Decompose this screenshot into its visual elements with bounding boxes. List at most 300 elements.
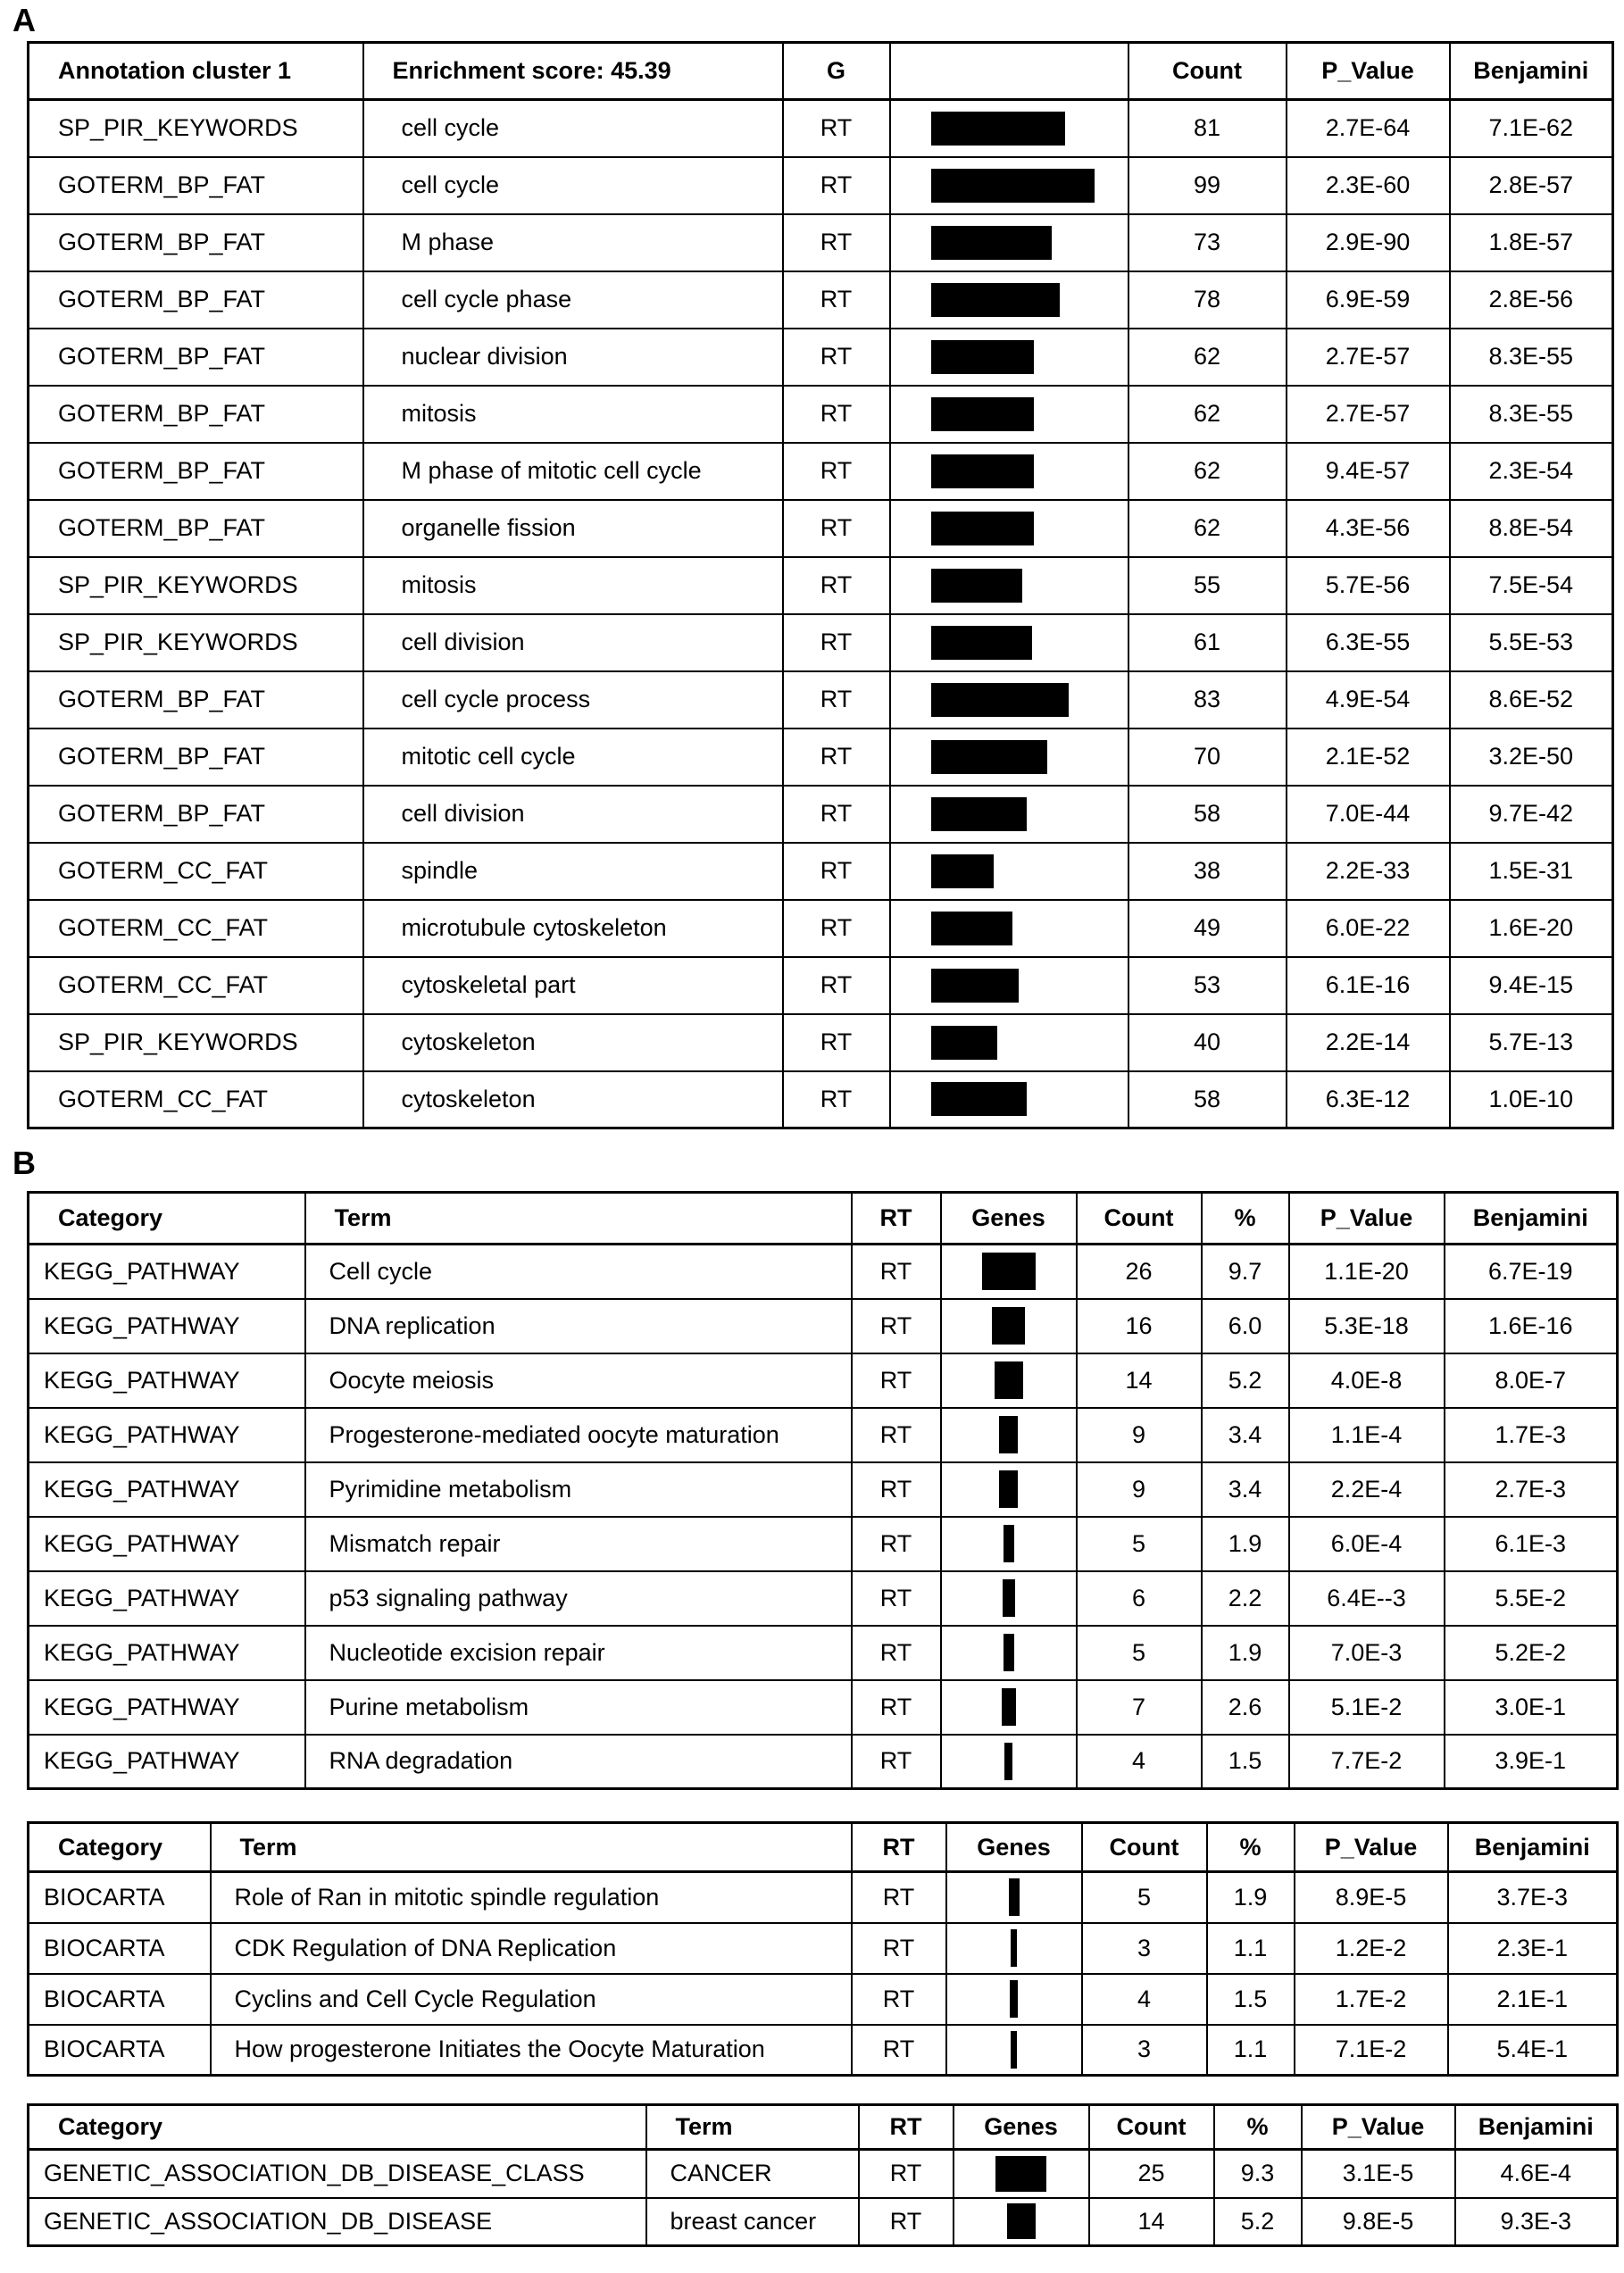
genetic-association-table [27,2103,1619,2247]
rt-cell: RT [852,1735,941,1789]
rt-cell: RT [852,1571,941,1626]
table-row [29,1014,1613,1071]
p-value-cell: 2.3E-60 [1287,157,1450,214]
genes-count-bar [995,1361,1023,1399]
p-value-cell: 4.9E-54 [1287,671,1450,729]
p-value-cell: 1.7E-2 [1295,1974,1448,2025]
category-cell: SP_PIR_KEYWORDS [29,100,363,157]
count-cell: 9 [1077,1462,1202,1517]
genes-count-bar [1009,1878,1020,1916]
table-row [29,271,1613,329]
genes-bar-cell [941,1680,1077,1735]
category-cell: KEGG_PATHWAY [29,1245,305,1299]
rt-cell: RT [783,900,890,957]
term-cell: mitotic cell cycle [363,729,783,786]
rt-cell: RT [783,329,890,386]
percent-cell: 3.4 [1202,1408,1289,1462]
p-value-cell: 1.1E-20 [1289,1245,1445,1299]
p-value-cell: 6.0E-4 [1289,1517,1445,1571]
table-row [29,1872,1618,1923]
header-row [29,1193,1618,1245]
count-cell: 3 [1082,2025,1207,2076]
genes-bar-cell [941,1408,1077,1462]
benjamini-cell: 2.8E-56 [1450,271,1613,329]
rt-cell: RT [783,614,890,671]
table-row [29,386,1613,443]
category-cell: KEGG_PATHWAY [29,1680,305,1735]
panel-b-label: B [12,1145,36,1181]
rt-cell: RT [852,2025,946,2076]
table-row [29,1680,1618,1735]
column-header-genes-bar [890,43,1128,100]
column-header-benjamini: Benjamini [1445,1193,1618,1245]
column-header-genes: Genes [941,1193,1077,1245]
count-cell: 53 [1128,957,1287,1014]
rt-cell: RT [852,1923,946,1974]
genes-bar-cell [890,443,1128,500]
count-cell: 38 [1128,843,1287,900]
rt-cell: RT [783,500,890,557]
count-cell: 62 [1128,329,1287,386]
count-cell: 5 [1082,1872,1207,1923]
category-cell: KEGG_PATHWAY [29,1353,305,1408]
p-value-cell: 7.0E-3 [1289,1626,1445,1680]
panel-a-table-body [29,100,1613,1128]
genes-bar-cell [890,1014,1128,1071]
percent-cell: 3.4 [1202,1462,1289,1517]
p-value-cell: 6.3E-12 [1287,1071,1450,1128]
rt-cell: RT [783,729,890,786]
column-header-p-value: P_Value [1289,1193,1445,1245]
count-cell: 5 [1077,1626,1202,1680]
category-cell: KEGG_PATHWAY [29,1626,305,1680]
category-cell: SP_PIR_KEYWORDS [29,557,363,614]
column-header-annotation-cluster-1: Annotation cluster 1 [29,43,363,100]
p-value-cell: 2.9E-90 [1287,214,1450,271]
genetic-association-table-body [29,2150,1618,2246]
rt-cell: RT [859,2198,954,2246]
genes-bar-cell [890,671,1128,729]
percent-cell: 2.2 [1202,1571,1289,1626]
column-header-p-value: P_Value [1287,43,1450,100]
rt-cell: RT [783,1014,890,1071]
table-row [29,1245,1618,1299]
rt-cell: RT [852,1974,946,2025]
table-row [29,443,1613,500]
column-header-g: G [783,43,890,100]
genes-count-bar [992,1307,1025,1345]
column-header-p-value: P_Value [1295,1823,1448,1872]
p-value-cell: 2.2E-14 [1287,1014,1450,1071]
genes-bar-cell [890,214,1128,271]
category-cell: GOTERM_BP_FAT [29,500,363,557]
p-value-cell: 1.2E-2 [1295,1923,1448,1974]
category-cell: GOTERM_BP_FAT [29,729,363,786]
category-cell: GOTERM_BP_FAT [29,443,363,500]
column-header-count: Count [1077,1193,1202,1245]
genes-bar-cell [890,614,1128,671]
category-cell: GOTERM_BP_FAT [29,157,363,214]
benjamini-cell: 5.5E-53 [1450,614,1613,671]
p-value-cell: 2.7E-57 [1287,386,1450,443]
genes-bar-cell [946,1974,1082,2025]
column-header-genes: Genes [954,2105,1089,2150]
header-row [29,2105,1618,2150]
p-value-cell: 5.7E-56 [1287,557,1450,614]
count-cell: 83 [1128,671,1287,729]
count-cell: 73 [1128,214,1287,271]
percent-cell: 1.1 [1207,2025,1295,2076]
genes-count-bar [931,740,1047,774]
genes-bar-cell [890,329,1128,386]
category-cell: KEGG_PATHWAY [29,1517,305,1571]
rt-cell: RT [852,1517,941,1571]
genes-count-bar [931,969,1019,1003]
genes-bar-cell [946,1872,1082,1923]
table-row [29,100,1613,157]
percent-cell: 9.3 [1214,2150,1302,2198]
genes-count-bar [931,340,1034,374]
benjamini-cell: 3.9E-1 [1445,1735,1618,1789]
rt-cell: RT [783,386,890,443]
p-value-cell: 6.1E-16 [1287,957,1450,1014]
benjamini-cell: 1.6E-20 [1450,900,1613,957]
genes-bar-cell [941,1626,1077,1680]
count-cell: 49 [1128,900,1287,957]
term-cell: Purine metabolism [305,1680,852,1735]
genes-bar-cell [890,386,1128,443]
genes-bar-cell [890,271,1128,329]
table-row [29,1923,1618,1974]
count-cell: 61 [1128,614,1287,671]
table-row [29,1735,1618,1789]
column-header-rt: RT [852,1193,941,1245]
count-cell: 5 [1077,1517,1202,1571]
percent-cell: 1.9 [1202,1517,1289,1571]
p-value-cell: 2.7E-64 [1287,100,1450,157]
table-row [29,843,1613,900]
benjamini-cell: 8.3E-55 [1450,386,1613,443]
genes-bar-cell [946,2025,1082,2076]
count-cell: 14 [1077,1353,1202,1408]
column-header-count: Count [1089,2105,1214,2150]
benjamini-cell: 6.1E-3 [1445,1517,1618,1571]
genes-bar-cell [890,557,1128,614]
percent-cell: 9.7 [1202,1245,1289,1299]
rt-cell: RT [783,271,890,329]
term-cell: cell cycle [363,157,783,214]
genes-bar-cell [941,1517,1077,1571]
term-cell: cell cycle process [363,671,783,729]
benjamini-cell: 1.5E-31 [1450,843,1613,900]
term-cell: nuclear division [363,329,783,386]
percent-cell: 1.9 [1207,1872,1295,1923]
benjamini-cell: 8.3E-55 [1450,329,1613,386]
header-row [29,1823,1618,1872]
term-cell: Oocyte meiosis [305,1353,852,1408]
column-header-enrichment-score-45-39: Enrichment score: 45.39 [363,43,783,100]
genes-bar-cell [941,1462,1077,1517]
table-row [29,2198,1618,2246]
column-header-benjamini: Benjamini [1450,43,1613,100]
category-cell: GOTERM_BP_FAT [29,271,363,329]
rt-cell: RT [783,1071,890,1128]
genes-count-bar [1004,1743,1012,1780]
count-cell: 6 [1077,1571,1202,1626]
percent-cell: 1.5 [1207,1974,1295,2025]
count-cell: 78 [1128,271,1287,329]
genes-bar-cell [890,157,1128,214]
rt-cell: RT [852,1872,946,1923]
genes-count-bar [931,912,1012,945]
rt-cell: RT [852,1408,941,1462]
percent-cell: 1.9 [1202,1626,1289,1680]
genes-bar-cell [890,786,1128,843]
table-row [29,1517,1618,1571]
benjamini-cell: 2.3E-54 [1450,443,1613,500]
genetic-association-table-header [29,2105,1618,2150]
p-value-cell: 6.3E-55 [1287,614,1450,671]
benjamini-cell: 3.7E-3 [1448,1872,1618,1923]
column-header-term: Term [211,1823,852,1872]
column-header-benjamini: Benjamini [1455,2105,1618,2150]
table-row [29,786,1613,843]
table-row [29,329,1613,386]
term-cell: Progesterone-mediated oocyte maturation [305,1408,852,1462]
term-cell: CANCER [646,2150,859,2198]
count-cell: 9 [1077,1408,1202,1462]
rt-cell: RT [852,1680,941,1735]
rt-cell: RT [783,557,890,614]
term-cell: Nucleotide excision repair [305,1626,852,1680]
p-value-cell: 5.3E-18 [1289,1299,1445,1353]
category-cell: GOTERM_BP_FAT [29,671,363,729]
genes-count-bar [1002,1688,1016,1726]
column-header-category: Category [29,1193,305,1245]
benjamini-cell: 2.8E-57 [1450,157,1613,214]
term-cell: cell cycle phase [363,271,783,329]
term-cell: M phase of mitotic cell cycle [363,443,783,500]
benjamini-cell: 3.2E-50 [1450,729,1613,786]
genes-count-bar [1010,1980,1018,2018]
column-header-count: Count [1128,43,1287,100]
count-cell: 40 [1128,1014,1287,1071]
p-value-cell: 4.0E-8 [1289,1353,1445,1408]
p-value-cell: 5.1E-2 [1289,1680,1445,1735]
term-cell: Mismatch repair [305,1517,852,1571]
benjamini-cell: 8.6E-52 [1450,671,1613,729]
table-row [29,157,1613,214]
biocarta-table-body [29,1872,1618,2076]
category-cell: KEGG_PATHWAY [29,1735,305,1789]
benjamini-cell: 9.7E-42 [1450,786,1613,843]
term-cell: mitosis [363,557,783,614]
category-cell: KEGG_PATHWAY [29,1408,305,1462]
table-row [29,614,1613,671]
category-cell: GENETIC_ASSOCIATION_DB_DISEASE_CLASS [29,2150,646,2198]
p-value-cell: 2.2E-33 [1287,843,1450,900]
table-row [29,957,1613,1014]
benjamini-cell: 5.7E-13 [1450,1014,1613,1071]
rt-cell: RT [859,2150,954,2198]
percent-cell: 1.5 [1202,1735,1289,1789]
benjamini-cell: 1.6E-16 [1445,1299,1618,1353]
column-header--: % [1202,1193,1289,1245]
genes-count-bar [931,626,1032,660]
category-cell: GOTERM_BP_FAT [29,786,363,843]
genes-count-bar [931,283,1060,317]
benjamini-cell: 1.0E-10 [1450,1071,1613,1128]
column-header-category: Category [29,2105,646,2150]
category-cell: GOTERM_BP_FAT [29,329,363,386]
category-cell: SP_PIR_KEYWORDS [29,1014,363,1071]
benjamini-cell: 9.3E-3 [1455,2198,1618,2246]
genes-bar-cell [890,957,1128,1014]
genes-bar-cell [890,100,1128,157]
p-value-cell: 2.1E-52 [1287,729,1450,786]
panel-a-label: A [12,2,36,38]
table-row [29,2150,1618,2198]
table-row [29,1571,1618,1626]
genes-count-bar [931,1082,1027,1116]
count-cell: 70 [1128,729,1287,786]
count-cell: 4 [1077,1735,1202,1789]
p-value-cell: 7.0E-44 [1287,786,1450,843]
benjamini-cell: 8.0E-7 [1445,1353,1618,1408]
count-cell: 26 [1077,1245,1202,1299]
benjamini-cell: 2.3E-1 [1448,1923,1618,1974]
count-cell: 25 [1089,2150,1214,2198]
term-cell: CDK Regulation of DNA Replication [211,1923,852,1974]
column-header-p-value: P_Value [1302,2105,1455,2150]
count-cell: 16 [1077,1299,1202,1353]
count-cell: 58 [1128,1071,1287,1128]
genes-bar-cell [941,1245,1077,1299]
term-cell: cytoskeletal part [363,957,783,1014]
genes-count-bar [1011,1929,1017,1967]
genes-count-bar [931,1026,997,1060]
category-cell: BIOCARTA [29,1923,211,1974]
count-cell: 62 [1128,500,1287,557]
p-value-cell: 9.4E-57 [1287,443,1450,500]
rt-cell: RT [783,957,890,1014]
count-cell: 14 [1089,2198,1214,2246]
benjamini-cell: 2.1E-1 [1448,1974,1618,2025]
term-cell: M phase [363,214,783,271]
benjamini-cell: 6.7E-19 [1445,1245,1618,1299]
table-row [29,500,1613,557]
p-value-cell: 6.4E--3 [1289,1571,1445,1626]
genes-count-bar [1011,2031,1017,2069]
term-cell: RNA degradation [305,1735,852,1789]
count-cell: 62 [1128,443,1287,500]
column-header--: % [1214,2105,1302,2150]
header-row [29,43,1613,100]
genes-bar-cell [941,1571,1077,1626]
column-header-rt: RT [852,1823,946,1872]
benjamini-cell: 5.5E-2 [1445,1571,1618,1626]
genes-count-bar [931,226,1052,260]
p-value-cell: 6.9E-59 [1287,271,1450,329]
rt-cell: RT [783,843,890,900]
genes-bar-cell [941,1735,1077,1789]
count-cell: 55 [1128,557,1287,614]
category-cell: KEGG_PATHWAY [29,1462,305,1517]
column-header-genes: Genes [946,1823,1082,1872]
genes-count-bar [999,1470,1018,1508]
term-cell: Role of Ran in mitotic spindle regulation [211,1872,852,1923]
count-cell: 81 [1128,100,1287,157]
genes-count-bar [931,569,1022,603]
table-row [29,671,1613,729]
percent-cell: 5.2 [1202,1353,1289,1408]
genes-count-bar [931,454,1034,488]
kegg-pathway-table [27,1191,1619,1790]
column-header-term: Term [646,2105,859,2150]
p-value-cell: 6.0E-22 [1287,900,1450,957]
table-row [29,1974,1618,2025]
rt-cell: RT [783,443,890,500]
term-cell: Pyrimidine metabolism [305,1462,852,1517]
category-cell: SP_PIR_KEYWORDS [29,614,363,671]
rt-cell: RT [783,157,890,214]
genes-bar-cell [890,843,1128,900]
percent-cell: 2.6 [1202,1680,1289,1735]
p-value-cell: 4.3E-56 [1287,500,1450,557]
category-cell: GOTERM_CC_FAT [29,900,363,957]
percent-cell: 5.2 [1214,2198,1302,2246]
genes-count-bar [1004,1634,1014,1671]
count-cell: 62 [1128,386,1287,443]
genes-count-bar [999,1416,1018,1453]
benjamini-cell: 3.0E-1 [1445,1680,1618,1735]
p-value-cell: 2.2E-4 [1289,1462,1445,1517]
benjamini-cell: 2.7E-3 [1445,1462,1618,1517]
term-cell: spindle [363,843,783,900]
term-cell: Cell cycle [305,1245,852,1299]
category-cell: KEGG_PATHWAY [29,1299,305,1353]
genes-bar-cell [954,2198,1089,2246]
genes-bar-cell [954,2150,1089,2198]
percent-cell: 1.1 [1207,1923,1295,1974]
genes-bar-cell [890,1071,1128,1128]
rt-cell: RT [783,671,890,729]
p-value-cell: 8.9E-5 [1295,1872,1448,1923]
term-cell: Cyclins and Cell Cycle Regulation [211,1974,852,2025]
term-cell: cell division [363,614,783,671]
term-cell: p53 signaling pathway [305,1571,852,1626]
genes-count-bar [1007,2203,1036,2239]
term-cell: mitosis [363,386,783,443]
term-cell: cell cycle [363,100,783,157]
category-cell: GOTERM_BP_FAT [29,386,363,443]
genes-bar-cell [946,1923,1082,1974]
category-cell: BIOCARTA [29,1974,211,2025]
table-row [29,1408,1618,1462]
term-cell: cell division [363,786,783,843]
column-header--: % [1207,1823,1295,1872]
term-cell: organelle fission [363,500,783,557]
genes-bar-cell [941,1353,1077,1408]
benjamini-cell: 1.7E-3 [1445,1408,1618,1462]
rt-cell: RT [783,786,890,843]
count-cell: 99 [1128,157,1287,214]
genes-count-bar [1003,1579,1015,1617]
table-row [29,1626,1618,1680]
kegg-table-header [29,1193,1618,1245]
category-cell: GOTERM_BP_FAT [29,214,363,271]
count-cell: 4 [1082,1974,1207,2025]
